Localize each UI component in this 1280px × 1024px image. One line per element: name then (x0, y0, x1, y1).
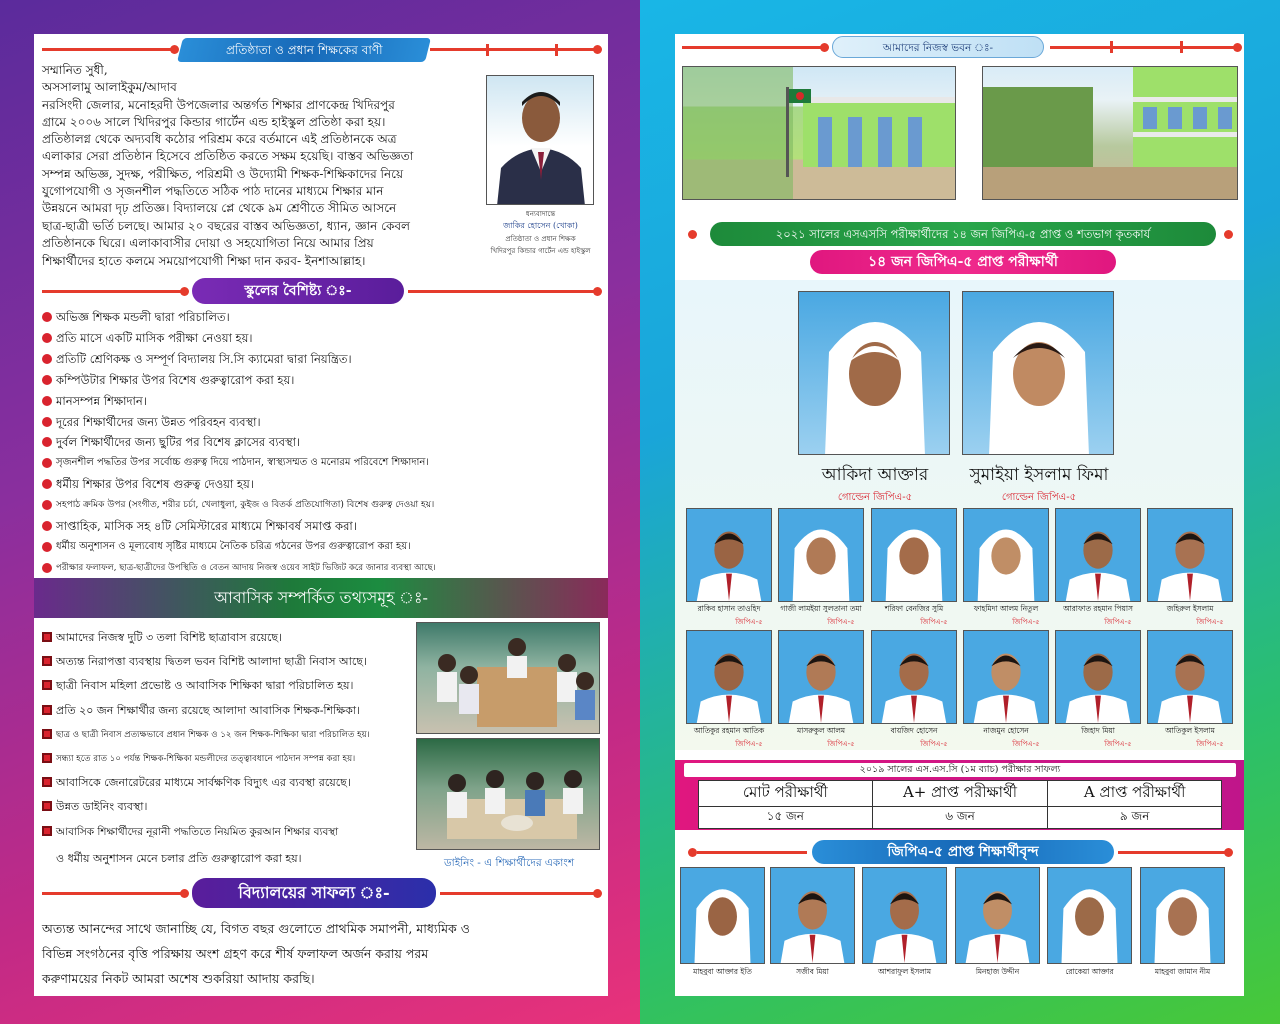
golden-student-photo (798, 291, 950, 455)
student-photo (963, 508, 1049, 602)
banner-dot (688, 230, 697, 239)
message-line: যুগোপযোগী ও সৃজনশীল পদ্ধতিতে সঠিক পাঠ দানের মাধ্যমে শিক্ষার মান (42, 184, 384, 199)
student-photo (871, 508, 957, 602)
caption-thanks: ধন্যবাদান্তে (525, 210, 556, 218)
bottom-rule-right (1118, 851, 1228, 854)
golden-caption (944, 462, 1134, 507)
bullet-icon (42, 542, 52, 552)
student-grade: জিপিএ-৫ (1104, 740, 1132, 748)
feature-item: সহপাঠ ক্রমিক উপর (সংগীত, শরীর চর্চা, খেলাধুলা, কুইজ ও বিতর্ক প্রতিযোগিতা) বিশেষ গুরুত্ব দেওয়া হয়। (42, 495, 602, 516)
student-grade: জিপিএ-৫ (827, 618, 855, 626)
student-photo (955, 867, 1040, 964)
banner-dot (1224, 230, 1233, 239)
features-dot (180, 287, 189, 296)
student-grade: জিপিএ-৫ (1012, 618, 1040, 626)
student-name: আরাফাত রহমান পিয়াস (1063, 604, 1133, 613)
student-name: শরিফা বেনজির সুমি (884, 604, 944, 613)
message-line: সম্পন্ন অভিজ্ঞ, সুদক্ষ, পরীক্ষিত, পরিশ্রমী ও উদ্যোমী শিক্ষক-শিক্ষিকাদের নিয়ে (42, 166, 404, 181)
student-photo (1140, 867, 1225, 964)
student-name: নাজমুন হোসেন (983, 726, 1029, 735)
student-card (955, 867, 1040, 979)
building-dot (1233, 43, 1242, 52)
bullet-square-icon (42, 777, 52, 787)
founder-role: প্রতিষ্ঠাতা ও প্রধান শিক্ষক (505, 235, 576, 243)
student-card (1147, 508, 1233, 628)
student-grade: জিপিএ-৫ (920, 618, 948, 626)
bullet-icon (42, 521, 52, 531)
student-card (778, 508, 864, 628)
bullet-square-icon (42, 680, 52, 690)
student-name: মাসরুকুল আলম (796, 726, 846, 735)
student-photo (1055, 630, 1141, 724)
header-rule-left (42, 48, 172, 51)
bullet-icon (42, 417, 52, 427)
residential-tail: ও ধর্মীয় অনুশাসন মেনে চলার প্রতি গুরুত্বারোপ করা হয়। (56, 852, 302, 865)
student-card (1147, 630, 1233, 750)
student-photo (862, 867, 947, 964)
student-card (1055, 630, 1141, 750)
table-cell: ৯ জন (1048, 807, 1222, 829)
success-rule-left (42, 892, 182, 895)
student-photo (1047, 867, 1132, 964)
student-card (686, 630, 772, 750)
success-header: বিদ্যালয়ের সাফল্য ঃ- (192, 878, 436, 908)
success-line: বিভিন্ন সংগঠনের বৃত্তি পরিক্ষায় অংশ গ্রহণ করে শীর্ষ ফলাফল অর্জন করায় পরম (42, 946, 429, 961)
header-tick (1110, 41, 1113, 53)
student-card (1047, 867, 1132, 979)
header-dot-left (170, 45, 179, 54)
student-card (1140, 867, 1225, 979)
student-photo (1147, 630, 1233, 724)
bottom-rule-left (697, 851, 807, 854)
table-header-cell: A+ প্রাপ্ত পরীক্ষার্থী (872, 781, 1048, 807)
building-photo-right (982, 66, 1238, 200)
student-name: আতিকুর রহমান আতিক (693, 726, 765, 735)
student-card (778, 630, 864, 750)
student-name: মাহবুবা আক্তার ইতি (693, 967, 752, 976)
bullet-icon (42, 563, 52, 573)
residential-item: ছাত্র ও ছাত্রী নিবাস প্রত্যক্ষভাবে প্রধান শিক্ষক ও ১২ জন শিক্ষক-শিক্ষিকা দ্বারা পরিচালিত হয়। (42, 723, 420, 747)
golden-name: আকিদা আক্তার (821, 465, 929, 485)
founder-message-tail (42, 218, 482, 270)
feature-item: মানসম্পন্ন শিক্ষাদান। (42, 391, 602, 412)
founder-message (42, 62, 482, 218)
student-name: সজীব মিয়া (796, 967, 829, 976)
student-photo (1147, 508, 1233, 602)
student-card (770, 867, 855, 979)
student-photo (680, 867, 765, 964)
student-grade: জিপিএ-৫ (1196, 618, 1224, 626)
banner-dot (688, 848, 697, 857)
header-tick (486, 44, 489, 56)
student-name: জিহাদ মিয়া (1081, 726, 1115, 735)
gpa5-students-header: জিপিএ-৫ প্রাপ্ত শিক্ষার্থীবৃন্দ (812, 840, 1114, 864)
student-card (1055, 508, 1141, 628)
student-grade: জিপিএ-৫ (1012, 740, 1040, 748)
student-grade: জিপিএ-৫ (1196, 740, 1224, 748)
feature-item: পরীক্ষার ফলাফল, ছাত্র-ছাত্রীদের উপস্থিতি ও বেতন আদায় নিজস্ব ওয়েব সাইট ভিজিট করে জানার ব্যবস্থা আছে। (42, 558, 602, 579)
building-photo-left (682, 66, 956, 200)
student-card (862, 867, 947, 979)
student-card (963, 508, 1049, 628)
table-row (699, 807, 1222, 829)
student-photo (963, 630, 1049, 724)
header-tick (555, 44, 558, 56)
message-line: এলাকার সেরা প্রতিষ্ঠান হিসেবে প্রতিষ্ঠিত করতে সক্ষম হয়েছি। বাস্তব অভিজ্ঞতা (42, 149, 414, 164)
student-photo (778, 630, 864, 724)
student-card (871, 630, 957, 750)
residential-item: সন্ধ্যা হতে রাত ১০ পর্যন্ত শিক্ষক-শিক্ষিকা মন্ডলীদের তত্ত্বাবধানে পাঠদান সম্পন্ন করা হয়। (42, 747, 420, 771)
student-card (963, 630, 1049, 750)
student-name: মিনহাজ উদ্দীন (975, 967, 1020, 976)
residential-list (42, 626, 420, 844)
bullet-square-icon (42, 632, 52, 642)
golden-student-photo (962, 291, 1114, 455)
student-photo (778, 508, 864, 602)
success-paragraph (42, 916, 602, 991)
message-line: গ্রামে ২০০৬ সালে খিদিরপুর কিন্ডার গার্টেন এন্ড হাইস্কুল প্রতিষ্ঠা করা হয়। (42, 114, 386, 129)
student-card (686, 508, 772, 628)
features-rule-right (408, 290, 598, 293)
feature-item: ধর্মীয় অনুশাসন ও মূল্যবোধ সৃষ্টির মাধ্যমে নৈতিক চরিত্র গঠনের উপর গুরুত্বারোপ করা হয়। (42, 537, 602, 558)
bullet-icon (42, 458, 52, 468)
feature-item: প্রতিটি শ্রেণিকক্ষ ও সম্পূর্ণ বিদ্যালয় সি.সি ক্যামেরা দ্বারা নিয়ন্ত্রিত। (42, 349, 602, 370)
student-grade: জিপিএ-৫ (735, 740, 763, 748)
gpa5-banner: ১৪ জন জিপিএ-৫ প্রাপ্ত পরীক্ষার্থী (810, 250, 1116, 274)
student-photo (1055, 508, 1141, 602)
residential-item: অত্যন্ত নিরাপত্তা ব্যবস্থায় দ্বিতল ভবন বিশিষ্ট আলাদা ছাত্রী নিবাস আছে। (42, 650, 420, 674)
ssc2019-title: ২০১৯ সালের এস.এস.সি (১ম ব্যাচ) পরীক্ষার সাফল্য (684, 763, 1236, 777)
features-header: স্কুলের বৈশিষ্ট্য ঃ- (192, 278, 404, 304)
founder-header: প্রতিষ্ঠাতা ও প্রধান শিক্ষকের বাণী (177, 38, 431, 62)
feature-item: দূরের শিক্ষার্থীদের জন্য উন্নত পরিবহন ব্যবস্থা। (42, 412, 602, 433)
residential-item: ছাত্রী নিবাস মহিলা প্রভোষ্ট ও আবাসিক শিক্ষিকা দ্বারা পরিচালিত হয়। (42, 674, 420, 698)
features-dot (593, 287, 602, 296)
golden-name: সুমাইয়া ইসলাম ফিমা (969, 465, 1109, 485)
student-card (871, 508, 957, 628)
feature-item: দুর্বল শিক্ষার্থীদের জন্য ছুটির পর বিশেষ ক্লাসের ব্যবস্থা। (42, 432, 602, 453)
golden-grade: গোল্ডেন জিপিএ-৫ (1001, 492, 1077, 503)
dining-caption: ডাইনিং - এ শিক্ষার্থীদের একাংশ (443, 857, 575, 869)
residential-item: আমাদের নিজস্ব দুটি ৩ তলা বিশিষ্ট ছাত্রাবাস রয়েছে। (42, 626, 420, 650)
bullet-icon (42, 437, 52, 447)
table-cell: ১৫ জন (699, 807, 873, 829)
bullet-square-icon (42, 801, 52, 811)
success-line: করুণাময়ের নিকট আমরা অশেষ শুকরিয়া আদায় করছি। (42, 971, 315, 986)
residential-item: উন্নত ডাইনিং ব্যবস্থা। (42, 795, 420, 819)
student-name: আশরাফুল ইসলাম (878, 967, 931, 976)
student-name: রোকেয়া আক্তার (1065, 967, 1114, 976)
table-cell: ৬ জন (872, 807, 1048, 829)
feature-item: ধর্মীয় শিক্ষার উপর বিশেষ গুরুত্ব দেওয়া হয়। (42, 474, 602, 495)
bullet-icon (42, 500, 52, 510)
golden-grade: গোল্ডেন জিপিএ-৫ (837, 492, 913, 503)
residential-item: প্রতি ২০ জন শিক্ষার্থীর জন্য রয়েছে আলাদা আবাসিক শিক্ষক-শিক্ষিকা। (42, 699, 420, 723)
student-grade: জিপিএ-৫ (827, 740, 855, 748)
student-photo (770, 867, 855, 964)
table-header-cell: মোট পরীক্ষার্থী (699, 781, 873, 807)
residential-item: আবাসিকে জেনারেটরের মাধ্যমে সার্বক্ষণিক বিদ্যুৎ এর ব্যবস্থা রয়েছে। (42, 771, 420, 795)
founder-school: খিদিরপুর কিন্ডার গার্টেন এন্ড হাইস্কুল (490, 247, 591, 255)
residential-header: আবাসিক সম্পর্কিত তথ্যসমূহ ঃ- (214, 588, 428, 607)
bullet-square-icon (42, 753, 52, 763)
features-list (42, 307, 602, 579)
building-rule-left (682, 46, 822, 49)
feature-item: সৃজনশীল পদ্ধতির উপর সর্বোচ্চ গুরুত্ব দিয়ে পাঠদান, স্বাস্থ্যসম্মত ও মনোরম পরিবেশে শিক্ষাদান। (42, 453, 602, 474)
success-rule-right (440, 892, 598, 895)
feature-item: কম্পিউটার শিক্ষার উপর বিশেষ গুরুত্বারোপ করা হয়। (42, 370, 602, 391)
student-photo (686, 630, 772, 724)
building-dot (820, 43, 829, 52)
header-dot-right (593, 45, 602, 54)
message-line: উন্নয়নে আমরা দৃঢ় প্রতিজ্ঞ। বিদ্যালয়ে প্লে থেকে ৯ম শ্রেণীতে সীমিত আসনে (42, 201, 397, 216)
feature-item: অভিজ্ঞ শিক্ষক মন্ডলী দ্বারা পরিচালিত। (42, 307, 602, 328)
message-line: শিক্ষার্থীদের হাতে কলমে সময়োপযোগী শিক্ষা দান করব- ইনশাআল্লাহ। (42, 253, 366, 268)
bullet-square-icon (42, 705, 52, 715)
student-name: আতিকুল ইসলাম (1165, 726, 1215, 735)
dining-photo-top (416, 622, 600, 734)
bullet-icon (42, 312, 52, 322)
student-name: জহিরুল ইসলাম (1166, 604, 1214, 613)
bullet-square-icon (42, 656, 52, 666)
student-grade: জিপিএ-৫ (735, 618, 763, 626)
student-name: বায়জিদ হোসেন (890, 726, 938, 735)
results-table (698, 780, 1222, 829)
message-line: প্রতিষ্ঠানকে ঘিরে। এলাকাবাসীর দোয়া ও সহযোগিতা নিয়ে আমার প্রিয় (42, 236, 374, 251)
dining-photo-bottom (416, 738, 600, 850)
student-name: রাকিব হাসান তাওহিদ (697, 604, 761, 613)
student-name: মাহবুবা জামান নীম (1154, 967, 1211, 976)
feature-item: সাপ্তাহিক, মাসিক সহ ৪টি সেমিস্টারের মাধ্যমে শিক্ষাবর্ষ সমাপ্ত করা। (42, 516, 602, 537)
student-grade: জিপিএ-৫ (920, 740, 948, 748)
banner-dot (1224, 848, 1233, 857)
student-photo (871, 630, 957, 724)
founder-name: জাকির হোসেন (খোকা) (503, 221, 578, 230)
student-name: গাজী লামইয়া সুলতানা তমা (780, 604, 862, 613)
bullet-square-icon (42, 826, 52, 836)
building-rule-right (1050, 46, 1238, 49)
success-dot (180, 889, 189, 898)
bullet-square-icon (42, 729, 52, 739)
message-line: প্রতিষ্ঠালগ্ন থেকে অদ্যবধি কঠোর পরিশ্রম করে বর্তমানে এই প্রতিষ্ঠানকে অত্র (42, 132, 397, 147)
message-line: নরসিংদী জেলার, মনোহরদী উপজেলার অন্তর্গত শিক্ষার প্রাণকেন্দ্র খিদিরপুর (42, 97, 395, 112)
table-header-row (699, 781, 1222, 807)
bullet-icon (42, 479, 52, 489)
table-header-cell: A প্রাপ্ত পরীক্ষার্থী (1048, 781, 1222, 807)
golden-caption (780, 462, 970, 507)
residential-item: আবাসিক শিক্ষার্থীদের নূরানী পদ্ধতিতে নিয়মিত কুরআন শিক্ষার ব্যবস্থা (42, 820, 420, 844)
feature-item: প্রতি মাসে একটি মাসিক পরীক্ষা নেওয়া হয়। (42, 328, 602, 349)
message-line: সম্মানিত সুধী, (42, 63, 108, 77)
success-line: অত্যন্ত আনন্দের সাথে জানাচ্ছি যে, বিগত বছর গুলোতে প্রাথমিক সমাপনী, মাধ্যমিক ও (42, 921, 470, 936)
bullet-icon (42, 396, 52, 406)
building-header: আমাদের নিজস্ব ভবন ঃ- (832, 36, 1044, 58)
bullet-icon (42, 354, 52, 364)
founder-photo (486, 75, 594, 205)
student-grade: জিপিএ-৫ (1104, 618, 1132, 626)
student-name: ফাহমিদা আলম নিতুল (973, 604, 1039, 613)
message-line: অসসালামু আলাইকুম/আদাব (42, 80, 177, 95)
founder-caption (478, 208, 603, 257)
features-rule-left (42, 290, 182, 293)
header-rule-right (430, 48, 598, 51)
student-photo (686, 508, 772, 602)
header-tick (1180, 41, 1183, 53)
bullet-icon (42, 375, 52, 385)
success-dot (593, 889, 602, 898)
bullet-icon (42, 333, 52, 343)
ssc2021-banner: ২০২১ সালের এসএসসি পরীক্ষার্থীদের ১৪ জন জিপিএ-৫ প্রাপ্ত ও শতভাগ কৃতকার্য (710, 222, 1216, 246)
student-card (680, 867, 765, 979)
message-line: ছাত্র-ছাত্রী ভর্তি চলছে। আমার ২০ বছরের বাস্তব অভিজ্ঞতা, ধ্যান, জ্ঞান কেবল (42, 219, 410, 233)
